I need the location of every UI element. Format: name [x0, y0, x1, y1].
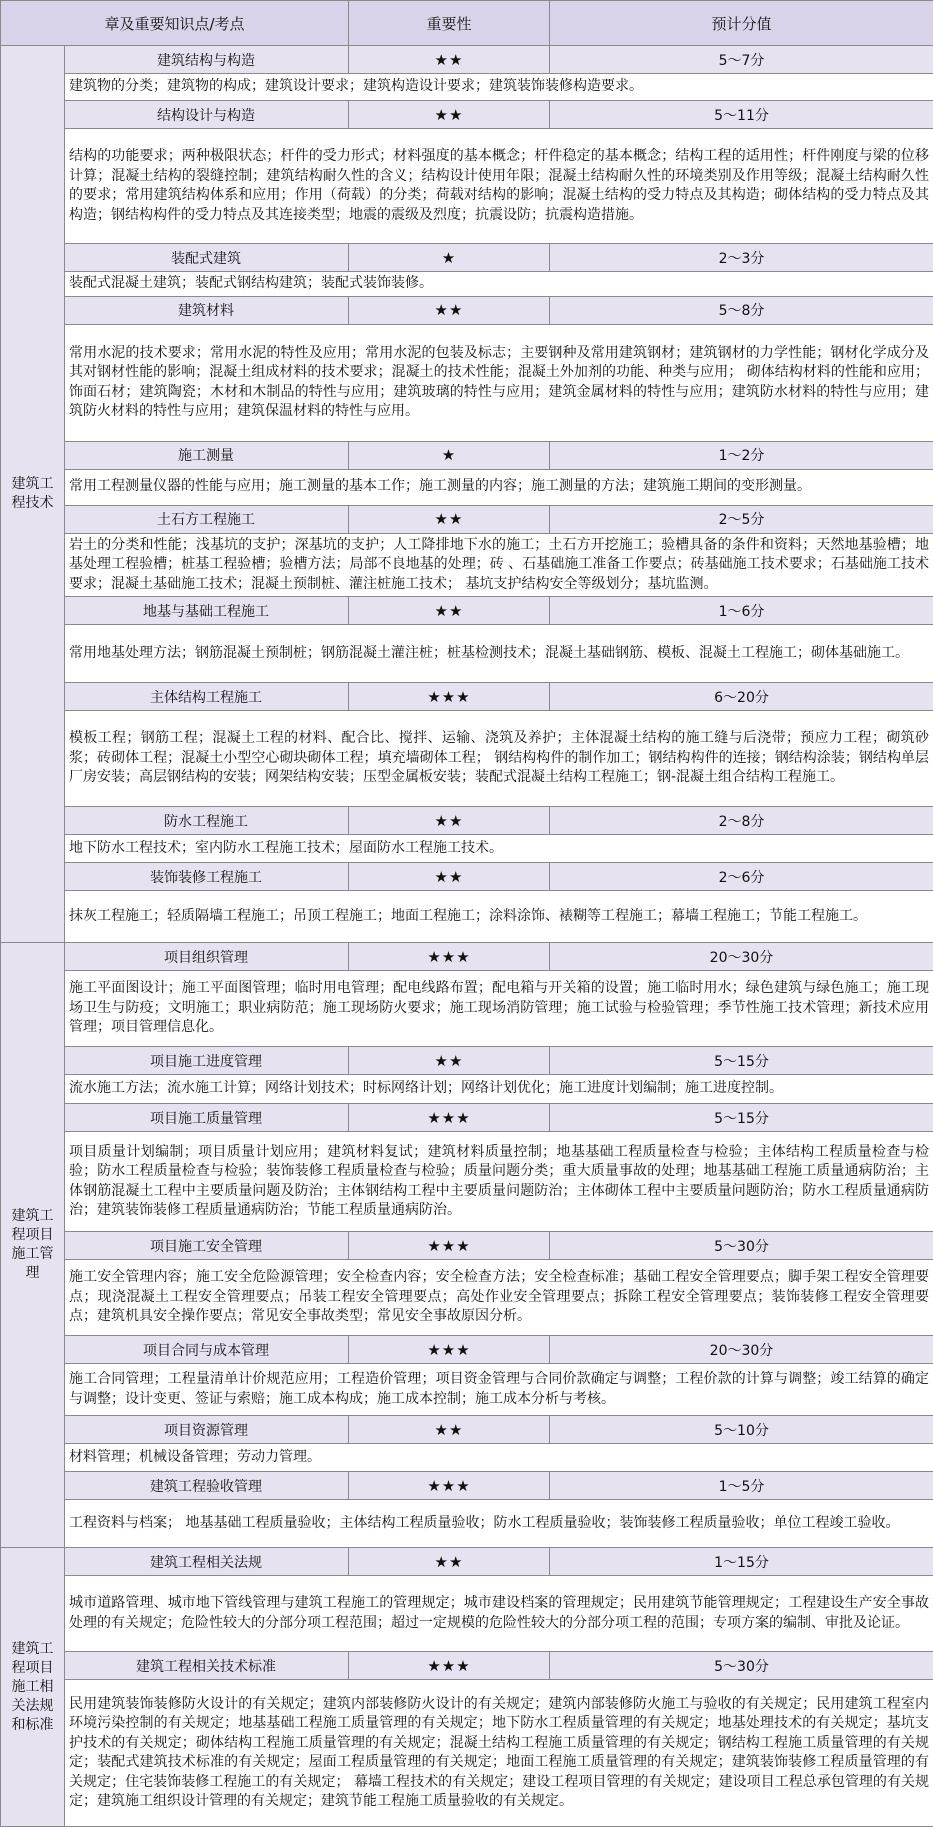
topic-content: 流水施工方法；流水施工计算；网络计划技术；时标网络计划；网络计划优化；施工进度计划编制；施工进度控制。 [65, 1075, 933, 1104]
topic-content: 常用工程测量仪器的性能与应用；施工测量的基本工作；施工测量的内容；施工测量的方法；建筑施工期间的变形测量。 [65, 469, 933, 505]
topic-content-row [1, 891, 933, 943]
topic-title: 建筑工程相关法规 [65, 1548, 349, 1576]
topic-title-row [1, 1472, 933, 1500]
topic-content: 模板工程；钢筋工程；混凝土工程的材料、配合比、搅拌、运输、浇筑及养护；主体混凝土结构的施工缝与后浇带；预应力工程；砌筑砂浆；砖砌体工程；混凝土小型空心砌块砌体工程；填充墙砌体工程； 钢结构构件的制作加工；钢结构构件的连接；钢结构涂装；钢结构单层厂房安装；高层钢结构的安装；网架结构安装；压型金属板安装；装配式混凝土结构工程施工；钢-混凝土组合结构工程施工。 [65, 711, 933, 807]
importance-stars: ★★ [349, 101, 550, 129]
expected-score: 2～6分 [550, 863, 933, 891]
topic-title: 项目组织管理 [65, 943, 349, 971]
expected-score: 5～7分 [550, 46, 933, 74]
importance-stars: ★★ [349, 1416, 550, 1444]
topic-content: 项目质量计划编制；项目质量计划应用；建筑材料复试；建筑材料质量控制；地基基础工程质量检查与检验；主体结构工程质量检查与检验；防水工程质量检查与检验；装饰装修工程质量检查与检验；质量问题分类；重大质量事故的处理；地基基础工程施工质量通病防治；主体钢筋混凝土工程中主要质量问题及防治；主体钢结构工程中主要质量问题防治；主体砌体工程中主要质量问题防治；防水工程质量通病防治；建筑装饰装修工程质量通病防治；节能工程质量通病防治。 [65, 1132, 933, 1232]
topic-content: 装配式混凝土建筑；装配式钢结构建筑；装配式装饰装修。 [65, 272, 933, 297]
topic-content: 地下防水工程技术；室内防水工程施工技术；屋面防水工程施工技术。 [65, 835, 933, 863]
expected-score: 5～8分 [550, 296, 933, 324]
topic-title: 项目施工安全管理 [65, 1232, 349, 1260]
topic-content-row [1, 1500, 933, 1548]
topic-content-row [1, 1364, 933, 1416]
topic-content-row [1, 1576, 933, 1652]
topic-title-row [1, 1232, 933, 1260]
topic-content: 常用水泥的技术要求；常用水泥的特性及应用；常用水泥的包装及标志；主要钢种及常用建筑钢材；建筑钢材的力学性能；钢材化学成分及其对钢材性能的影响；混凝土组成材料的技术要求；混凝土的技术性能；混凝土外加剂的功能、种类与应用； 砌体结构材料的性能和应用；饰面石材；建筑陶瓷；木材和木制品的特性与应用；建筑玻璃的特性与应用；建筑金属材料的特性与应用；建筑防水材料的特性与应用；建筑防火材料的特性与应用；建筑保温材料的特性与应用。 [65, 324, 933, 441]
topic-title-row [1, 1047, 933, 1075]
expected-score: 20～30分 [550, 1336, 933, 1364]
topic-content-row [1, 533, 933, 597]
importance-stars: ★★ [349, 1548, 550, 1576]
topic-content: 施工平面图设计；施工平面图管理；临时用电管理；配电线路布置；配电箱与开关箱的设置；施工临时用水；绿色建筑与绿色施工；施工现场卫生与防疫；文明施工；职业病防范；施工现场防火要求；施工现场消防管理；施工试验与检验管理；季节性施工技术管理；新技术应用管理；项目管理信息化。 [65, 971, 933, 1047]
topic-title-row [1, 597, 933, 625]
topic-title-row [1, 441, 933, 469]
expected-score: 6～20分 [550, 683, 933, 711]
topic-title-row [1, 244, 933, 272]
topic-content-row [1, 272, 933, 297]
expected-score: 5～10分 [550, 1416, 933, 1444]
expected-score: 1～6分 [550, 597, 933, 625]
topic-content: 建筑物的分类；建筑物的构成；建筑设计要求；建筑构造设计要求；建筑装饰装修构造要求。 [65, 74, 933, 101]
topic-title: 土石方工程施工 [65, 505, 349, 533]
section-name: 建筑工程技术 [1, 46, 65, 943]
topic-content-row [1, 324, 933, 441]
header-importance: 重要性 [349, 1, 550, 46]
importance-stars: ★★ [349, 863, 550, 891]
topic-content-row [1, 1680, 933, 1827]
header-score: 预计分值 [550, 1, 933, 46]
topic-content-row [1, 835, 933, 863]
topic-title: 结构设计与构造 [65, 101, 349, 129]
expected-score: 2～3分 [550, 244, 933, 272]
topic-content: 施工合同管理；工程量清单计价规范应用；工程造价管理；项目资金管理与合同价款确定与调整；工程价款的计算与调整；竣工结算的确定与调整；设计变更、签证与索赔；施工成本构成；施工成本控制；施工成本分析与考核。 [65, 1364, 933, 1416]
topic-title-row [1, 46, 933, 74]
expected-score: 1～15分 [550, 1548, 933, 1576]
topic-title-row [1, 943, 933, 971]
topic-title: 建筑结构与构造 [65, 46, 349, 74]
importance-stars: ★★★ [349, 1104, 550, 1132]
topic-content-row [1, 971, 933, 1047]
topic-content-row [1, 1444, 933, 1472]
topic-title: 主体结构工程施工 [65, 683, 349, 711]
topic-title: 施工测量 [65, 441, 349, 469]
topic-content-row [1, 625, 933, 683]
topic-content: 民用建筑装饰装修防火设计的有关规定；建筑内部装修防火设计的有关规定；建筑内部装修防火施工与验收的有关规定；民用建筑工程室内环境污染控制的有关规定；地基基础工程施工质量管理的有关规定；地下防水工程质量管理的有关规定；地基处理技术的有关规定；基坑支护技术的有关规定；砌体结构工程施工质量管理的有关规定；混凝土结构工程施工质量管理的有关规定；钢结构工程施工质量管理的有关规定；装配式建筑技术标准的有关规定；屋面工程质量管理的有关规定；地面工程施工质量管理的有关规定；建筑装饰装修工程质量管理的有关规定；住宅装饰装修工程施工的有关规定； 幕墙工程技术的有关规定；建设工程项目管理的有关规定；建设项目工程总承包管理的有关规定；建筑施工组织设计管理的有关规定；建筑节能工程施工质量验收的有关规定。 [65, 1680, 933, 1827]
topic-title: 项目资源管理 [65, 1416, 349, 1444]
topic-title-row [1, 296, 933, 324]
table-body [1, 46, 933, 1827]
header-topic: 章及重要知识点/考点 [1, 1, 349, 46]
importance-stars: ★★★ [349, 1232, 550, 1260]
topic-content-row [1, 1260, 933, 1336]
topic-title-row [1, 1416, 933, 1444]
expected-score: 5～30分 [550, 1652, 933, 1680]
importance-stars: ★★★ [349, 1336, 550, 1364]
topic-content-row [1, 1075, 933, 1104]
topic-content: 工程资料与档案； 地基基础工程质量验收；主体结构工程质量验收；防水工程质量验收；装饰装修工程质量验收；单位工程竣工验收。 [65, 1500, 933, 1548]
topic-title-row [1, 1548, 933, 1576]
topic-title: 建筑工程相关技术标准 [65, 1652, 349, 1680]
importance-stars: ★ [349, 244, 550, 272]
importance-stars: ★★★ [349, 943, 550, 971]
importance-stars: ★ [349, 441, 550, 469]
importance-stars: ★★ [349, 1047, 550, 1075]
expected-score: 20～30分 [550, 943, 933, 971]
topic-content: 材料管理；机械设备管理；劳动力管理。 [65, 1444, 933, 1472]
topic-title: 建筑材料 [65, 296, 349, 324]
importance-stars: ★★ [349, 597, 550, 625]
topic-content: 施工安全管理内容；施工安全危险源管理；安全检查内容；安全检查方法；安全检查标准；基础工程安全管理要点；脚手架工程安全管理要点；现浇混凝土工程安全管理要点；吊装工程安全管理要点；高处作业安全管理要点；拆除工程安全管理要点；装饰装修工程安全管理要点；建筑机具安全操作要点；常见安全事故类型；常见安全事故原因分析。 [65, 1260, 933, 1336]
expected-score: 1～2分 [550, 441, 933, 469]
topic-title: 装饰装修工程施工 [65, 863, 349, 891]
section-name: 建筑工程项目施工相关法规和标准 [1, 1548, 65, 1827]
topic-title-row [1, 863, 933, 891]
expected-score: 2～8分 [550, 807, 933, 835]
topic-title-row [1, 1652, 933, 1680]
importance-stars: ★★★ [349, 1652, 550, 1680]
topic-title: 项目施工质量管理 [65, 1104, 349, 1132]
importance-stars: ★★ [349, 46, 550, 74]
topic-title-row [1, 807, 933, 835]
topic-content: 结构的功能要求；两种极限状态；杆件的受力形式；材料强度的基本概念；杆件稳定的基本概念；结构工程的适用性；杆件刚度与梁的位移计算；混凝土结构的裂缝控制；建筑结构耐久性的含义；结构设计使用年限；混凝土结构耐久性的环境类别及作用等级；混凝土结构耐久性的要求；常用建筑结构体系和应用；作用（荷载）的分类；荷载对结构的影响；混凝土结构的受力特点及其构造；砌体结构的受力特点及其构造；钢结构构件的受力特点及其连接类型；地震的震级及烈度；抗震设防；抗震构造措施。 [65, 129, 933, 244]
topic-content-row [1, 711, 933, 807]
topic-title-row [1, 1336, 933, 1364]
topic-title: 装配式建筑 [65, 244, 349, 272]
expected-score: 5～11分 [550, 101, 933, 129]
importance-stars: ★★★ [349, 683, 550, 711]
topic-title-row [1, 101, 933, 129]
importance-stars: ★★ [349, 296, 550, 324]
topic-content: 常用地基处理方法；钢筋混凝土预制桩；钢筋混凝土灌注桩；桩基检测技术；混凝土基础钢筋、模板、混凝土工程施工；砌体基础施工。 [65, 625, 933, 683]
topic-content-row [1, 469, 933, 505]
topic-content: 城市道路管理、城市地下管线管理与建筑工程施工的管理规定；城市建设档案的管理规定；民用建筑节能管理规定；工程建设生产安全事故处理的有关规定；危险性较大的分部分项工程范围；超过一定规模的危险性较大的分部分项工程的范围；专项方案的编制、审批及论证。 [65, 1576, 933, 1652]
expected-score: 2～5分 [550, 505, 933, 533]
section-name: 建筑工程项目施工管理 [1, 943, 65, 1548]
topic-content: 抹灰工程施工；轻质隔墙工程施工；吊顶工程施工；地面工程施工；涂料涂饰、裱糊等工程施工；幕墙工程施工；节能工程施工。 [65, 891, 933, 943]
importance-stars: ★★ [349, 505, 550, 533]
table-header-row [1, 1, 933, 46]
topic-content-row [1, 74, 933, 101]
topic-title-row [1, 1104, 933, 1132]
topic-title: 建筑工程验收管理 [65, 1472, 349, 1500]
topic-title: 项目合同与成本管理 [65, 1336, 349, 1364]
topic-title: 项目施工进度管理 [65, 1047, 349, 1075]
expected-score: 5～15分 [550, 1104, 933, 1132]
importance-stars: ★★★ [349, 1472, 550, 1500]
topic-content-row [1, 129, 933, 244]
topic-title: 地基与基础工程施工 [65, 597, 349, 625]
expected-score: 1～5分 [550, 1472, 933, 1500]
topic-title: 防水工程施工 [65, 807, 349, 835]
topic-content: 岩土的分类和性能；浅基坑的支护；深基坑的支护；人工降排地下水的施工；土石方开挖施工；验槽具备的条件和资料；天然地基验槽；地基处理工程验槽；桩基工程验槽；验槽方法；局部不良地基的处理；砖 、石基础施工准备工作要点；砖基础施工技术要求；石基础施工技术要求；混凝土基础施工技术；混凝土预制桩、灌注桩施工技术； 基坑支护结构安全等级划分；基坑监测。 [65, 533, 933, 597]
topic-title-row [1, 683, 933, 711]
importance-stars: ★★ [349, 807, 550, 835]
topic-title-row [1, 505, 933, 533]
expected-score: 5～15分 [550, 1047, 933, 1075]
topic-content-row [1, 1132, 933, 1232]
expected-score: 5～30分 [550, 1232, 933, 1260]
